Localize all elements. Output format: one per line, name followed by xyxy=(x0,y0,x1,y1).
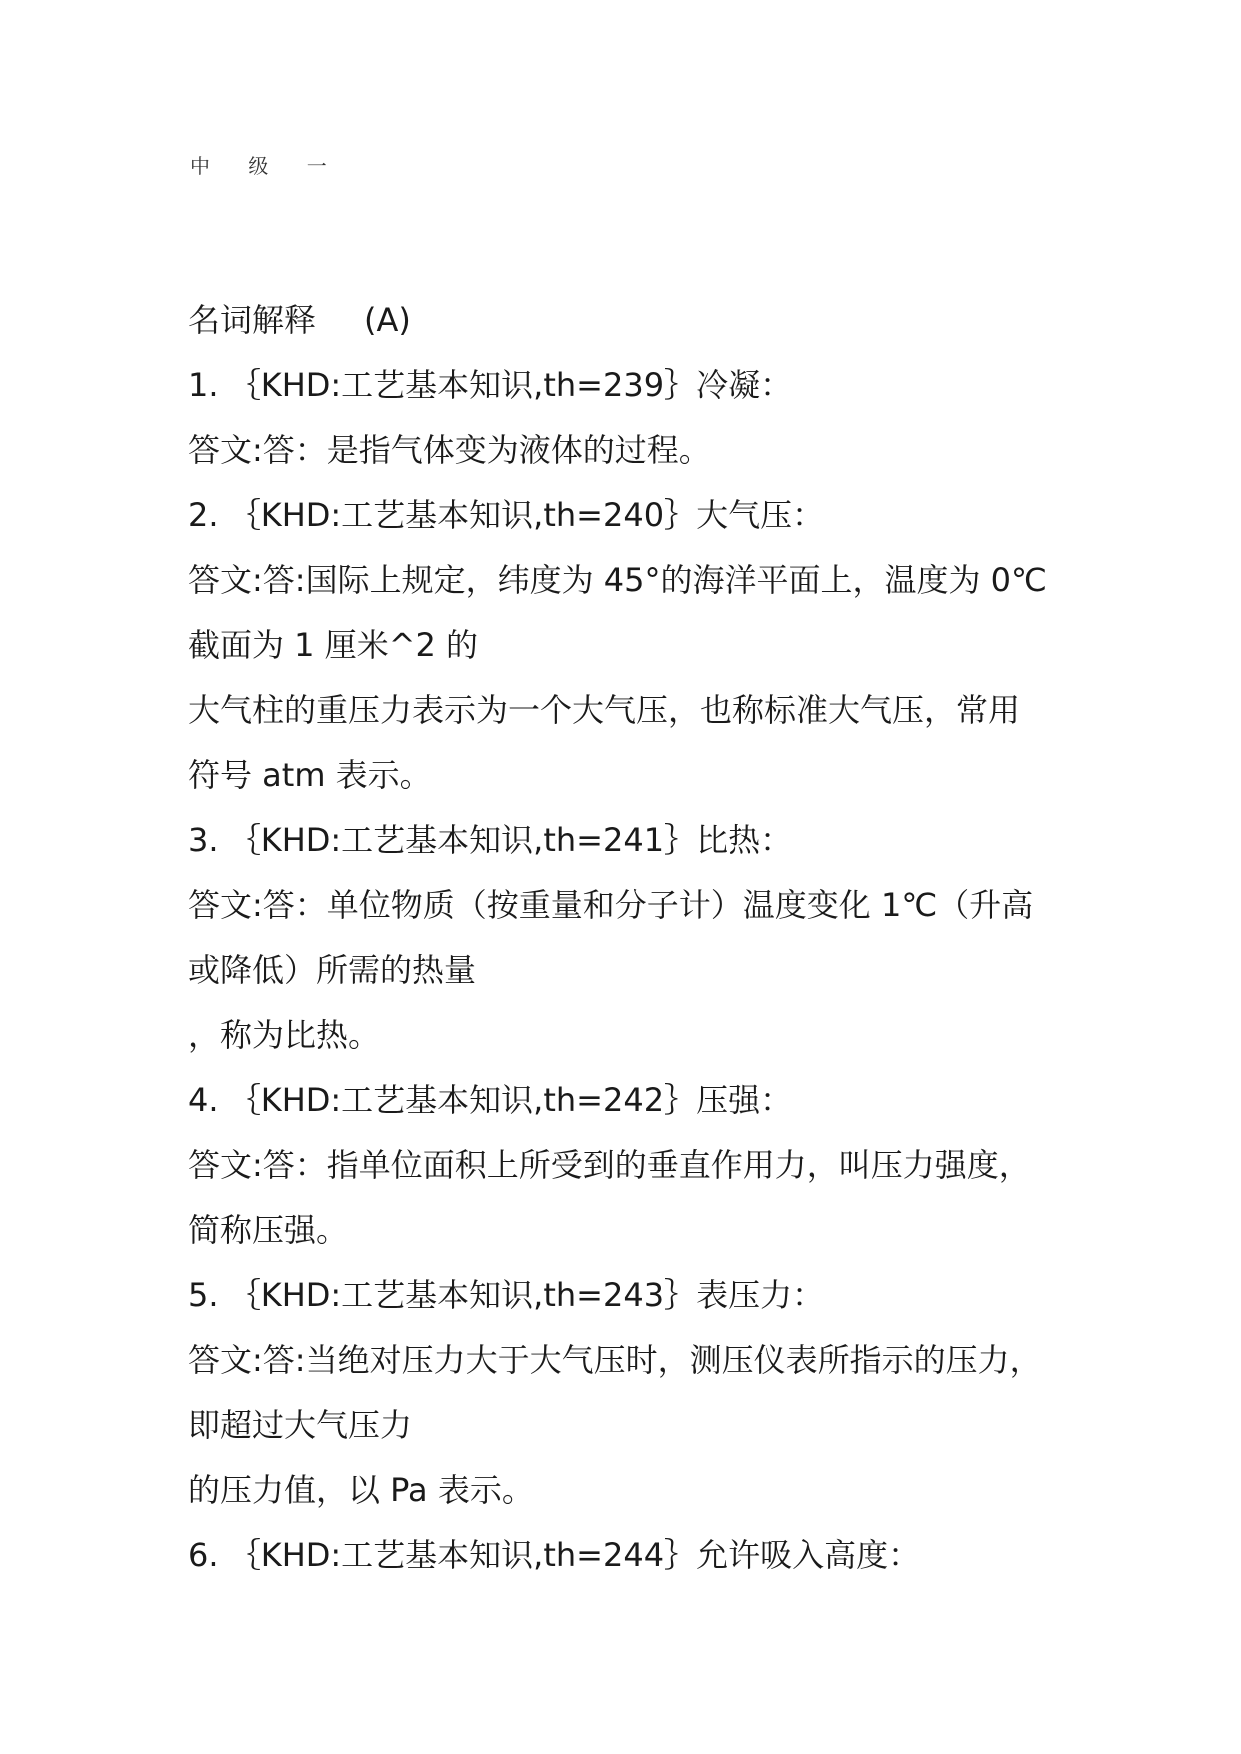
page-header: 中 级 一 xyxy=(190,154,343,178)
text-line: 5. ｛KHD:工艺基本知识,th=243｝表压力： xyxy=(188,1276,825,1314)
section-title: 名词解释 xyxy=(188,301,317,339)
text-line: 符号 atm 表示。 xyxy=(188,756,432,794)
text-line: 答文:答：单位物质（按重量和分子计）温度变化 1℃（升高 xyxy=(188,886,1034,924)
document-body xyxy=(188,288,1068,1588)
section-heading xyxy=(188,288,1068,353)
text-line: 简称压强。 xyxy=(188,1211,349,1249)
text-line: 大气柱的重压力表示为一个大气压，也称标准大气压，常用 xyxy=(188,691,1021,729)
text-line: 6. ｛KHD:工艺基本知识,th=244｝允许吸入高度： xyxy=(188,1536,921,1574)
text-line: 答文:答:当绝对压力大于大气压时，测压仪表所指示的压力， xyxy=(188,1341,1042,1379)
text-line: 即超过大气压力 xyxy=(188,1406,413,1444)
text-line: 4. ｛KHD:工艺基本知识,th=242｝压强： xyxy=(188,1081,793,1119)
text-line: 答文:答：指单位面积上所受到的垂直作用力，叫压力强度， xyxy=(188,1146,1031,1184)
text-line: ，称为比热。 xyxy=(188,1016,381,1054)
text-line: 3. ｛KHD:工艺基本知识,th=241｝比热： xyxy=(188,821,793,859)
text-line: 的压力值，以 Pa 表示。 xyxy=(188,1471,534,1509)
text-line: 截面为 1 厘米^2 的 xyxy=(188,626,479,664)
text-line: 或降低）所需的热量 xyxy=(188,951,477,989)
text-line: 1. ｛KHD:工艺基本知识,th=239｝冷凝： xyxy=(188,366,793,404)
text-line: 2. ｛KHD:工艺基本知识,th=240｝大气压： xyxy=(188,496,825,534)
text-line: 答文:答：是指气体变为液体的过程。 xyxy=(188,431,711,469)
section-tag: (A) xyxy=(364,301,411,339)
text-line: 答文:答:国际上规定，纬度为 45°的海洋平面上，温度为 0℃ xyxy=(188,561,1047,599)
